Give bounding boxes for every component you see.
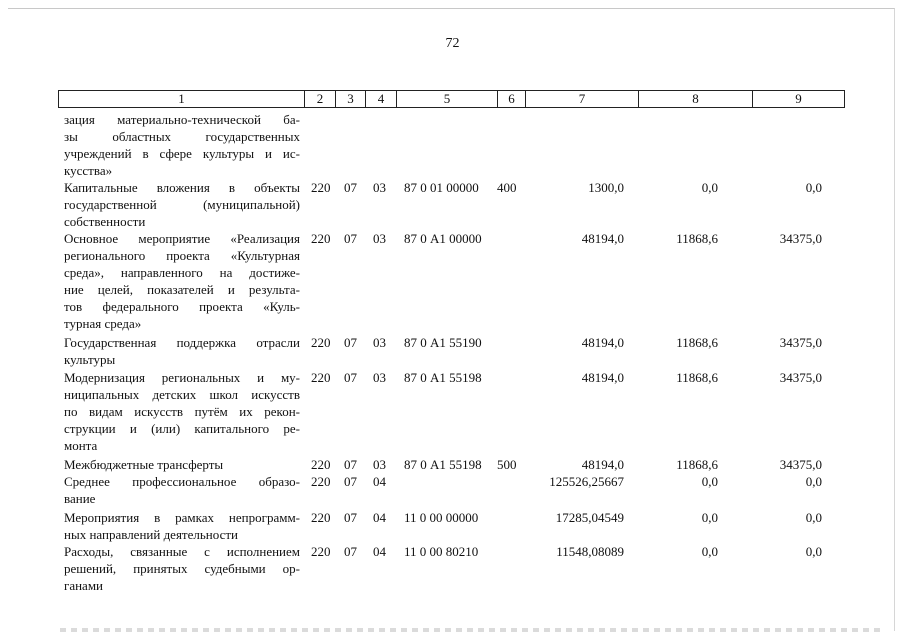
row-description: Расходы, связанные с исполнением решений, принятых судебными ор- ганами xyxy=(64,544,300,594)
page-number: 72 xyxy=(445,36,460,51)
cell-col5: 87 0 А1 55198 xyxy=(404,370,482,385)
table-header xyxy=(58,90,845,108)
cell-col4: 03 xyxy=(373,370,386,385)
cell-col2: 220 xyxy=(311,474,331,489)
cell-col2: 220 xyxy=(311,370,331,385)
cell-col8: 0,0 xyxy=(701,510,718,525)
header-cell-1: 1 xyxy=(59,91,305,107)
cell-col7: 17285,04549 xyxy=(555,510,624,525)
cell-col2: 220 xyxy=(311,510,331,525)
cell-col7: 48194,0 xyxy=(581,335,624,350)
cell-col7: 48194,0 xyxy=(581,457,624,472)
cell-col9: 34375,0 xyxy=(779,335,822,350)
cell-col8: 0,0 xyxy=(701,544,718,559)
cell-col2: 220 xyxy=(311,544,331,559)
cell-col7: 48194,0 xyxy=(581,231,624,246)
cell-col9: 0,0 xyxy=(805,544,822,559)
cell-col8: 0,0 xyxy=(701,180,718,195)
cell-col6: 500 xyxy=(497,457,517,472)
header-cell-5: 5 xyxy=(397,91,498,107)
cell-col2: 220 xyxy=(311,180,331,195)
cell-col3: 07 xyxy=(344,335,357,350)
cell-col5: 87 0 А1 55198 xyxy=(404,457,482,472)
cell-col5: 11 0 00 00000 xyxy=(404,510,479,525)
row-description: Капитальные вложения в объекты государственной (муниципальной) собственности xyxy=(64,180,300,230)
cell-col3: 07 xyxy=(344,180,357,195)
cell-col4: 03 xyxy=(373,231,386,246)
cell-col3: 07 xyxy=(344,510,357,525)
cell-col9: 34375,0 xyxy=(779,457,822,472)
cell-col5: 87 0 А1 55190 xyxy=(404,335,482,350)
cell-col4: 03 xyxy=(373,335,386,350)
cell-col9: 0,0 xyxy=(805,180,822,195)
cell-col2: 220 xyxy=(311,335,331,350)
row-description: Основное мероприятие «Реализация регионального проекта «Культурная среда», направленного на достиже- ние целей, показателей и результа- тов федерального проекта «Куль- турная среда» xyxy=(64,231,300,332)
header-cell-7: 7 xyxy=(526,91,639,107)
header-cell-3: 3 xyxy=(336,91,366,107)
cell-col7: 1300,0 xyxy=(588,180,624,195)
cell-col4: 04 xyxy=(373,474,386,489)
row-description: Межбюджетные трансферты xyxy=(64,457,224,472)
cell-col8: 11868,6 xyxy=(676,457,718,472)
cell-col8: 0,0 xyxy=(701,474,718,489)
header-cell-4: 4 xyxy=(366,91,397,107)
row-description: Государственная поддержка отрасли культуры xyxy=(64,335,300,368)
scan-artifact xyxy=(60,628,880,632)
cell-col3: 07 xyxy=(344,231,357,246)
row-description: Мероприятия в рамках непрограмм- ных направлений деятельности xyxy=(64,510,300,543)
cell-col3: 07 xyxy=(344,370,357,385)
cell-col9: 34375,0 xyxy=(779,231,822,246)
cell-col4: 03 xyxy=(373,457,386,472)
cell-col8: 11868,6 xyxy=(676,335,718,350)
cell-col4: 04 xyxy=(373,544,386,559)
cell-col9: 0,0 xyxy=(805,474,822,489)
cell-col6: 400 xyxy=(497,180,517,195)
cell-col7: 48194,0 xyxy=(581,370,624,385)
cell-col8: 11868,6 xyxy=(676,231,718,246)
row-description: Модернизация региональных и му- ниципальных детских школ искусств по видам искусств путём их рекон- струкции и (или) капитального ре- монта xyxy=(64,370,300,454)
cell-col7: 11548,08089 xyxy=(556,544,624,559)
cell-col3: 07 xyxy=(344,474,357,489)
cell-col8: 11868,6 xyxy=(676,370,718,385)
header-cell-8: 8 xyxy=(639,91,753,107)
cell-col3: 07 xyxy=(344,544,357,559)
cell-col9: 34375,0 xyxy=(779,370,822,385)
cell-col2: 220 xyxy=(311,457,331,472)
header-cell-2: 2 xyxy=(305,91,336,107)
header-cell-9: 9 xyxy=(795,91,802,106)
cell-col4: 04 xyxy=(373,510,386,525)
row-description: зация материально-технической ба- зы областных государственных учреждений в сфере культуры и ис- кусства» xyxy=(64,112,300,179)
cell-col5: 11 0 00 80210 xyxy=(404,544,479,559)
cell-col2: 220 xyxy=(311,231,331,246)
cell-col7: 125526,25667 xyxy=(549,474,624,489)
cell-col4: 03 xyxy=(373,180,386,195)
cell-col5: 87 0 А1 00000 xyxy=(404,231,482,246)
row-description: Среднее профессиональное образо- вание xyxy=(64,474,300,507)
cell-col5: 87 0 01 00000 xyxy=(404,180,479,195)
cell-col9: 0,0 xyxy=(805,510,822,525)
header-cell-6: 6 xyxy=(498,91,526,107)
cell-col3: 07 xyxy=(344,457,357,472)
